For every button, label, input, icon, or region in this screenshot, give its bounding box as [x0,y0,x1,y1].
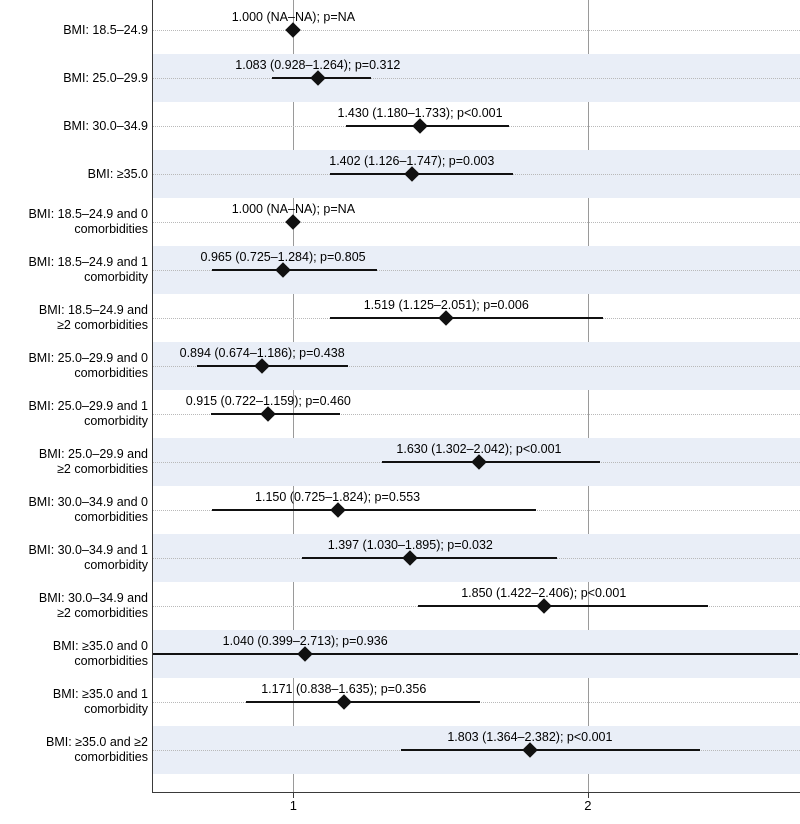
confidence-interval-line [418,605,708,607]
row-label-line: BMI: 18.5–24.9 and 1 [28,255,148,269]
row-label-line: comorbidities [74,654,148,668]
estimate-marker [438,310,454,326]
row-label-line: comorbidity [84,558,148,572]
estimate-annotation: 1.402 (1.126–1.747); p=0.003 [329,154,495,168]
row-label-line: BMI: 18.5–24.9 [63,22,148,37]
row-label [2,71,148,86]
row-label-line: BMI: 25.0–29.9 and 1 [28,399,148,413]
estimate-annotation: 1.000 (NA–NA); p=NA [231,10,356,24]
row-label-line: comorbidities [74,750,148,764]
estimate-annotation: 1.519 (1.125–2.051); p=0.006 [363,298,529,312]
x-tick-label: 1 [289,798,297,813]
estimate-annotation: 0.965 (0.725–1.284); p=0.805 [200,250,366,264]
row-label [2,23,148,38]
estimate-annotation: 0.915 (0.722–1.159); p=0.460 [185,394,351,408]
row-label-line: BMI: 25.0–29.9 and [38,447,148,461]
estimate-marker [330,502,346,518]
row-guide-line [152,78,800,79]
estimate-annotation: 1.000 (NA–NA); p=NA [231,202,356,216]
row-label-line: comorbidities [74,222,148,236]
estimate-marker [536,598,552,614]
row-label-line: BMI: 18.5–24.9 and 0 [28,207,148,221]
row-label-line: BMI: 25.0–29.9 [63,70,148,85]
row-label [2,447,148,477]
row-label [2,639,148,669]
estimate-marker [286,214,302,230]
estimate-annotation: 1.397 (1.030–1.895); p=0.032 [327,538,493,552]
estimate-marker [412,118,428,134]
confidence-interval-line [152,653,798,655]
confidence-interval-line [302,557,557,559]
row-label [2,735,148,765]
estimate-annotation: 0.894 (0.674–1.186); p=0.438 [179,346,345,360]
confidence-interval-line [401,749,701,751]
estimate-annotation: 1.850 (1.422–2.406); p<0.001 [461,586,627,600]
row-label [2,303,148,333]
estimate-annotation: 1.083 (0.928–1.264); p=0.312 [235,58,401,72]
row-guide-line [152,30,800,31]
row-label [2,495,148,525]
estimate-marker [261,406,277,422]
row-label-line: BMI: 30.0–34.9 and 1 [28,543,148,557]
row-label [2,207,148,237]
estimate-annotation: 1.630 (1.302–2.042); p<0.001 [396,442,562,456]
row-label-line: BMI: ≥35.0 and 0 [52,639,148,653]
confidence-interval-line [382,461,600,463]
row-label-line: BMI: 30.0–34.9 and [38,591,148,605]
confidence-interval-line [246,701,481,703]
row-label [2,351,148,381]
plot-area [152,0,800,792]
confidence-interval-line [330,317,603,319]
row-label [2,543,148,573]
confidence-interval-line [212,269,377,271]
row-label-line: comorbidity [84,414,148,428]
row-label [2,119,148,134]
row-label-line: BMI: ≥35.0 [87,166,148,181]
estimate-annotation: 1.803 (1.364–2.382); p<0.001 [447,730,613,744]
row-label-line: comorbidity [84,270,148,284]
estimate-annotation: 1.430 (1.180–1.733); p<0.001 [337,106,503,120]
estimate-marker [336,694,352,710]
row-label [2,255,148,285]
x-axis-line [152,792,800,793]
row-label-line: BMI: 30.0–34.9 and 0 [28,495,148,509]
row-label-line: ≥2 comorbidities [57,462,148,476]
row-label-column [0,0,148,792]
x-tick-label: 2 [584,798,592,813]
confidence-interval-line [330,173,513,175]
row-label [2,687,148,717]
row-label-line: ≥2 comorbidities [57,318,148,332]
confidence-interval-line [197,365,348,367]
row-label [2,167,148,182]
row-label-line: comorbidities [74,366,148,380]
y-axis-line [152,0,153,792]
row-guide-line [152,222,800,223]
row-label [2,399,148,429]
row-label-line: BMI: 30.0–34.9 [63,118,148,133]
estimate-marker [286,22,302,38]
row-label [2,591,148,621]
row-label-line: BMI: 25.0–29.9 and 0 [28,351,148,365]
confidence-interval-line [212,509,536,511]
row-label-line: comorbidities [74,510,148,524]
estimate-annotation: 1.171 (0.838–1.635); p=0.356 [261,682,427,696]
row-label-line: BMI: 18.5–24.9 and [38,303,148,317]
row-label-line: ≥2 comorbidities [57,606,148,620]
row-label-line: comorbidity [84,702,148,716]
row-label-line: BMI: ≥35.0 and ≥2 [46,735,148,749]
estimate-annotation: 1.040 (0.399–2.713); p=0.936 [222,634,388,648]
estimate-annotation: 1.150 (0.725–1.824); p=0.553 [255,490,421,504]
row-label-line: BMI: ≥35.0 and 1 [52,687,148,701]
